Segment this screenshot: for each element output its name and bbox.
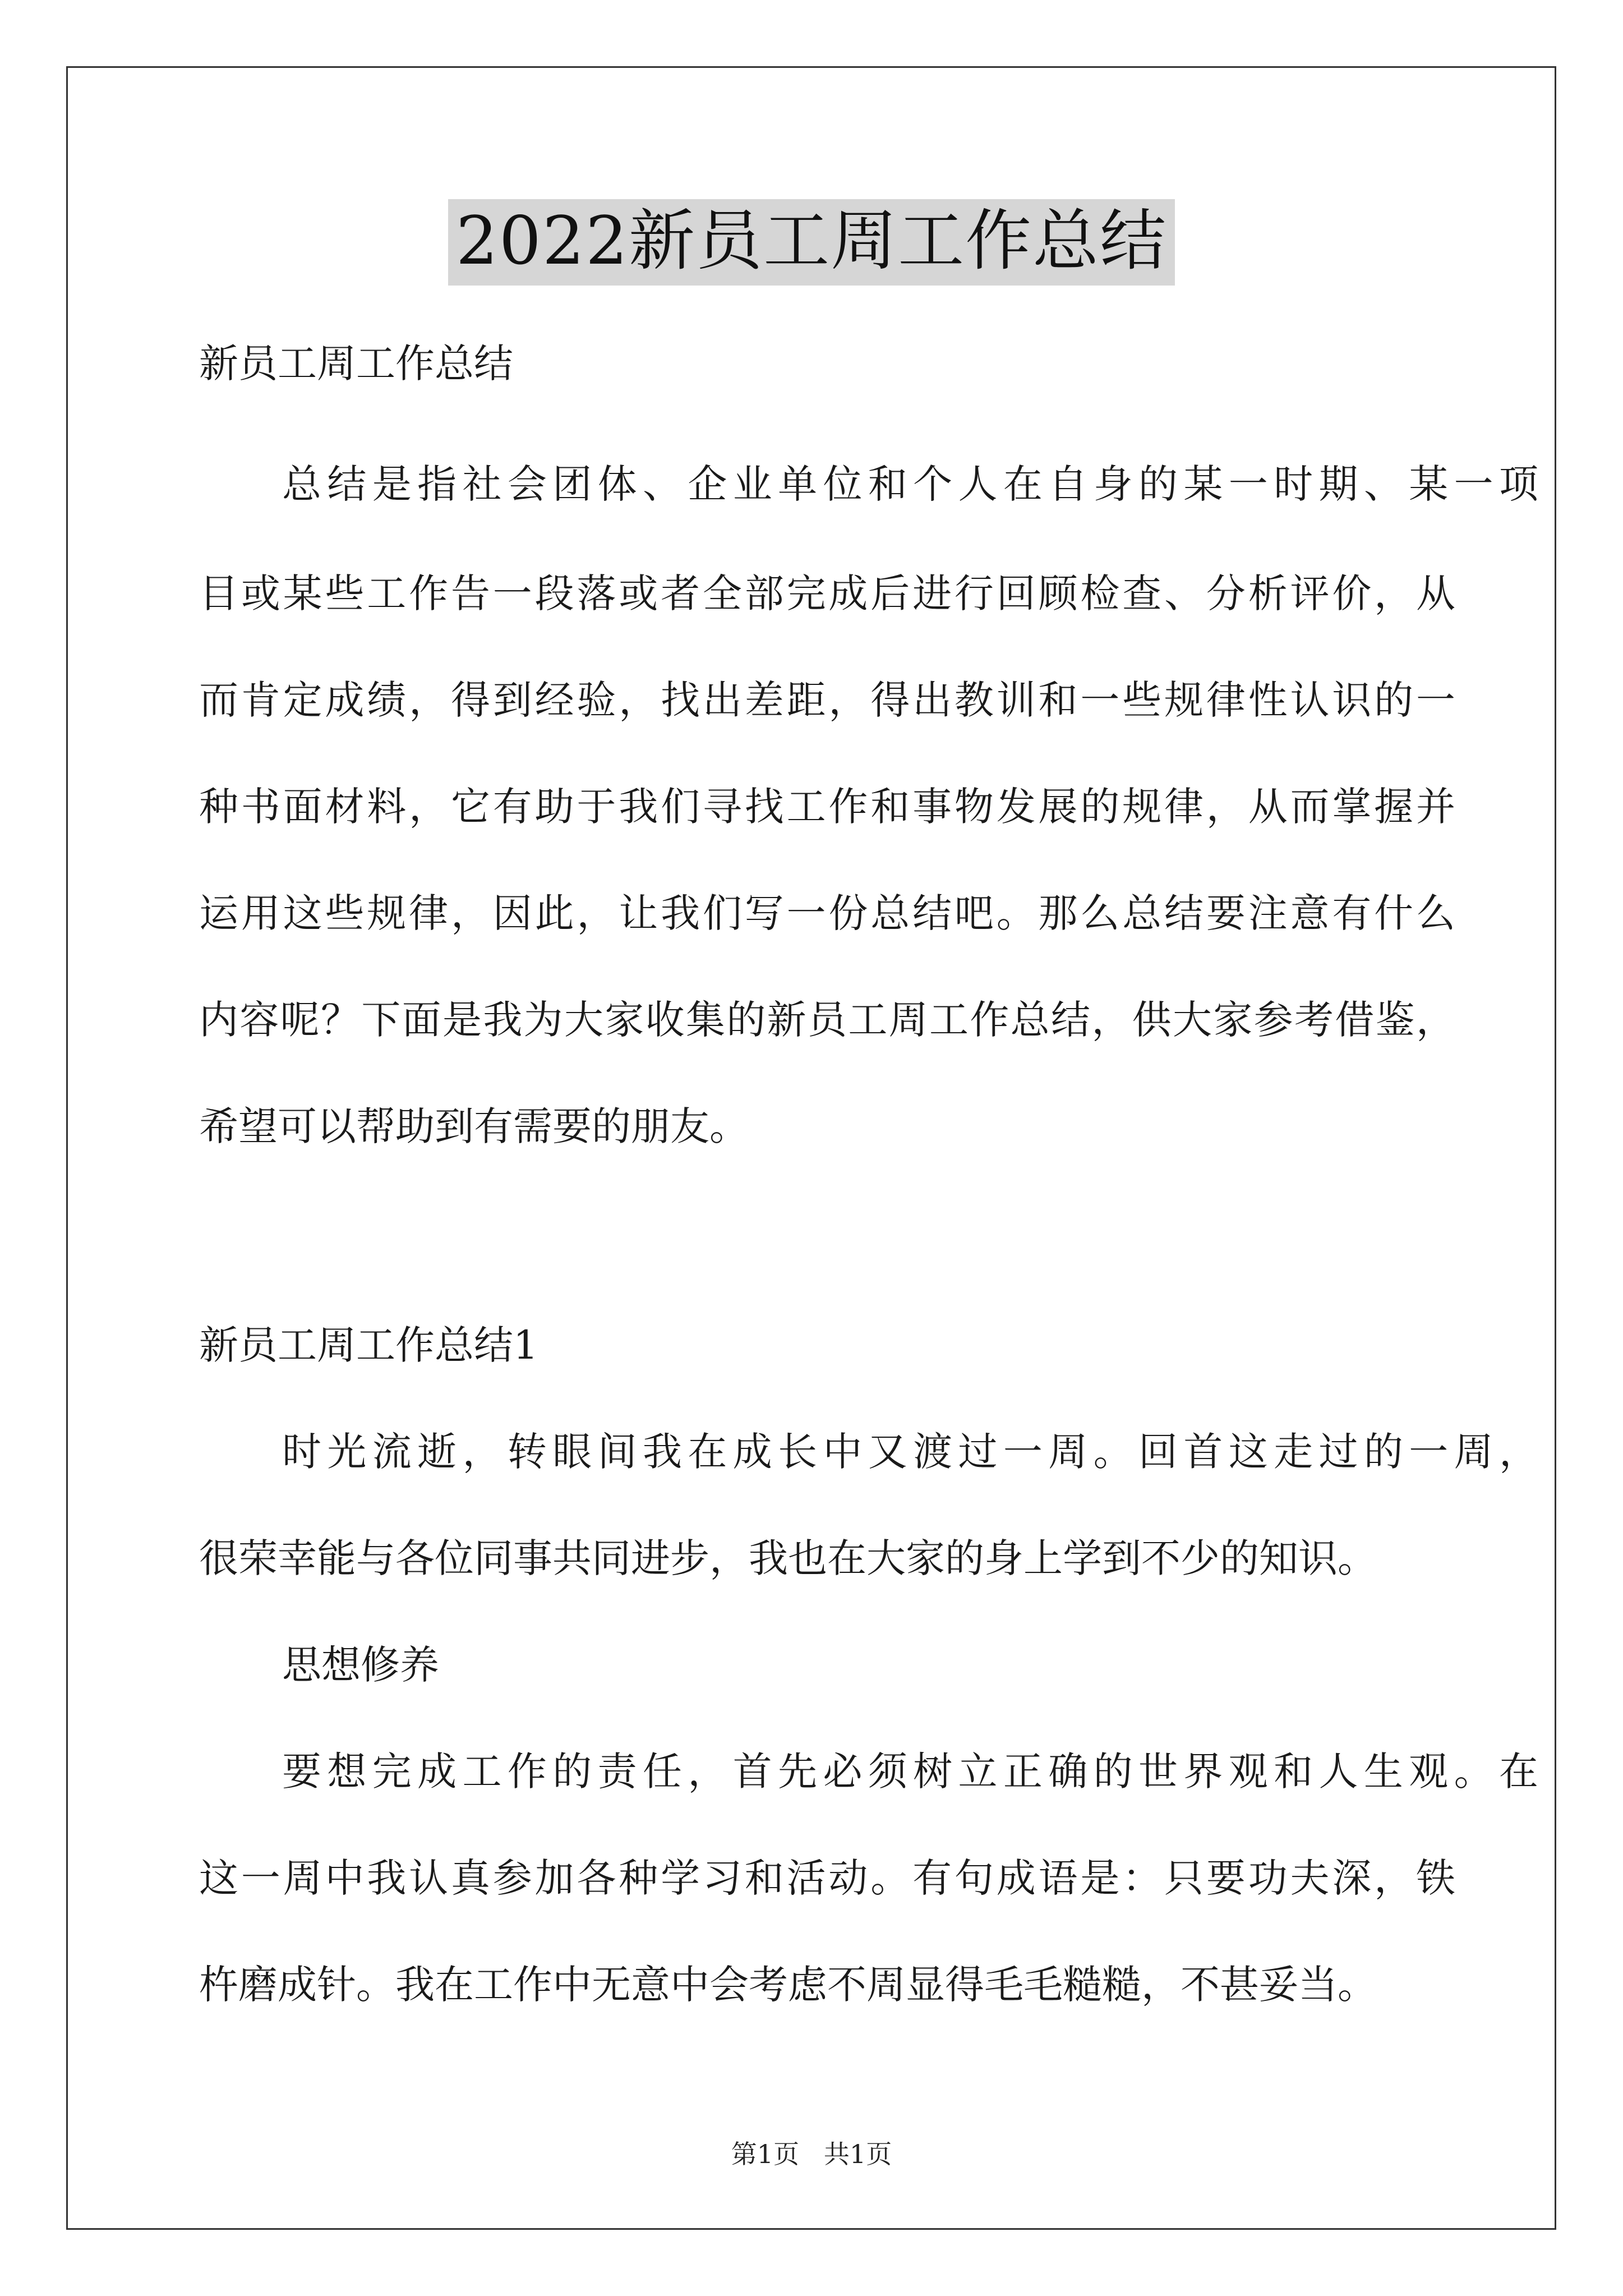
paragraph-line: 很荣幸能与各位同事共同进步，我也在大家的身上学到不少的知识。: [199, 1535, 1377, 1581]
title-container: [0, 199, 1623, 286]
paragraph-line: 杵磨成针。我在工作中无意中会考虑不周显得毛毛糙糙，不甚妥当。: [199, 1962, 1377, 2008]
paragraph-line: 要想完成工作的责任，首先必须树立正确的世界观和人生观。在: [282, 1749, 1538, 1795]
intro-line: 运用这些规律，因此，让我们写一份总结吧。那么总结要注意有什么: [199, 890, 1455, 936]
intro-line: 目或某些工作告一段落或者全部完成后进行回顾检查、分析评价，从: [199, 570, 1455, 616]
document-title: 2022新员工周工作总结: [448, 199, 1175, 286]
paragraph-line: 这一周中我认真参加各种学习和活动。有句成语是：只要功夫深，铁: [199, 1855, 1455, 1901]
section-heading: 新员工周工作总结1: [199, 1322, 538, 1368]
intro-line: 总结是指社会团体、企业单位和个人在自身的某一时期、某一项: [282, 461, 1538, 507]
page-footer: 第1页 共1页: [731, 2139, 892, 2169]
paragraph-line: 时光流逝，转眼间我在成长中又渡过一周。回首这走过的一周，: [282, 1429, 1538, 1475]
intro-line: 希望可以帮助到有需要的朋友。: [199, 1103, 749, 1149]
section-subheading: 思想修养: [282, 1642, 439, 1688]
intro-line: 而肯定成绩，得到经验，找出差距，得出教训和一些规律性认识的一: [199, 677, 1455, 723]
document-subtitle: 新员工周工作总结: [199, 341, 513, 386]
intro-line: 内容呢？下面是我为大家收集的新员工周工作总结，供大家参考借鉴，: [199, 997, 1455, 1043]
intro-line: 种书面材料，它有助于我们寻找工作和事物发展的规律，从而掌握并: [199, 784, 1455, 830]
